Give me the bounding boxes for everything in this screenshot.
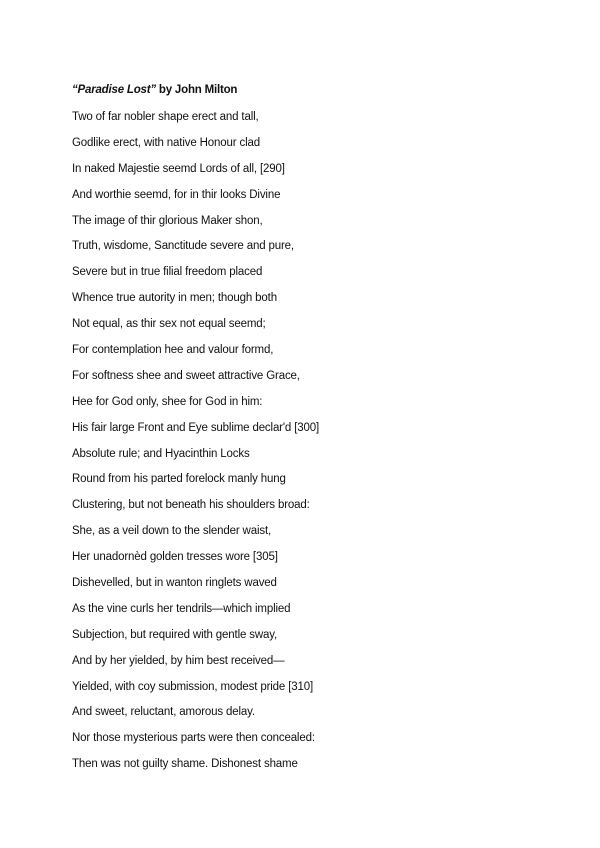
poem-line: Absolute rule; and Hyacinthin Locks: [72, 447, 250, 460]
poem-line: His fair large Front and Eye sublime declar'd [300]: [72, 421, 320, 434]
poem-line: Not equal, as thir sex not equal seemd;: [72, 318, 266, 331]
poem-line: Two of far nobler shape erect and tall,: [72, 111, 259, 123]
poem-line: Severe but in true filial freedom placed: [72, 266, 263, 279]
poem-line: In naked Majestie seemd Lords of all, [290]: [72, 162, 285, 175]
document-title: [72, 84, 237, 96]
poem-line: Yielded, with coy submission, modest pride [310]: [72, 680, 314, 693]
poem-line: As the vine curls her tendrils—which implied: [72, 602, 291, 615]
poem-line: And by her yielded, by him best received—: [72, 654, 285, 667]
poem-line: Truth, wisdome, Sanctitude severe and pure,: [72, 240, 294, 253]
poem-line: Her unadornèd golden tresses wore [305]: [72, 551, 278, 564]
poem-line: Nor those mysterious parts were then concealed:: [72, 732, 315, 745]
poem-lines: [72, 109, 319, 782]
poem-line: She, as a veil down to the slender waist,: [72, 525, 272, 538]
poem-line: Clustering, but not beneath his shoulders broad:: [72, 499, 310, 512]
poem-line: Godlike erect, with native Honour clad: [72, 136, 260, 149]
poem-line: And sweet, reluctant, amorous delay.: [72, 706, 255, 719]
poem-line: And worthie seemd, for in thir looks Divine: [72, 188, 281, 201]
poem-line: The image of thir glorious Maker shon,: [72, 214, 263, 227]
poem-line: Whence true autority in men; though both: [72, 292, 277, 305]
poem-line: For softness shee and sweet attractive Grace,: [72, 369, 300, 382]
poem-line: Subjection, but required with gentle sway,: [72, 628, 278, 641]
title-work: “Paradise Lost”: [72, 84, 156, 96]
poem-line: For contemplation hee and valour formd,: [72, 344, 274, 357]
poem-line: Round from his parted forelock manly hung: [72, 473, 286, 486]
poem-line: Then was not guilty shame. Dishonest shame: [72, 758, 298, 771]
poem-line: Dishevelled, but in wanton ringlets waved: [72, 577, 277, 590]
poem-line: Hee for God only, shee for God in him:: [72, 395, 263, 408]
title-author: by John Milton: [155, 84, 238, 96]
